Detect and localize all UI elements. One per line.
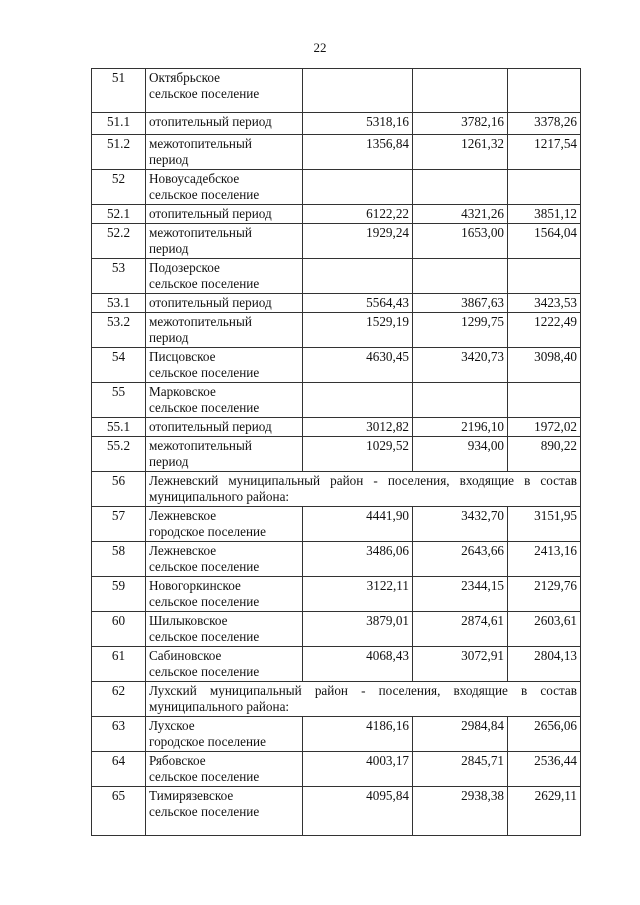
row-name-cell (146, 647, 303, 682)
settlement-name: Лежневское сельское поселение (149, 543, 260, 574)
table-row (92, 170, 581, 205)
table-row (92, 313, 581, 348)
table-row (92, 69, 581, 113)
table-row (92, 717, 581, 752)
row-number: 62 (92, 682, 146, 717)
value-cell-2: 934,00 (413, 437, 508, 472)
row-number: 58 (92, 542, 146, 577)
row-number: 53.2 (92, 313, 146, 348)
row-number: 60 (92, 612, 146, 647)
row-name-cell (146, 313, 303, 348)
row-name-cell (146, 612, 303, 647)
settlement-name: отопительный период (149, 295, 272, 310)
table-row (92, 205, 581, 224)
value-cell-3: 2804,13 (508, 647, 581, 682)
value-cell-2 (413, 383, 508, 418)
value-cell-3: 2656,06 (508, 717, 581, 752)
row-name-cell (146, 418, 303, 437)
value-cell-2: 2344,15 (413, 577, 508, 612)
value-cell-1: 5564,43 (303, 294, 413, 313)
table-row (92, 647, 581, 682)
value-cell-3 (508, 170, 581, 205)
value-cell-3: 1222,49 (508, 313, 581, 348)
table-row (92, 294, 581, 313)
value-cell-3: 1217,54 (508, 135, 581, 170)
table-row (92, 437, 581, 472)
settlement-name: отопительный период (149, 114, 272, 129)
table-body (92, 69, 581, 836)
settlement-name: межотопительный период (149, 225, 252, 256)
value-cell-2 (413, 259, 508, 294)
row-name-cell (146, 752, 303, 787)
settlement-name: Подозерское сельское поселение (149, 260, 260, 291)
settlement-name: Шилыковское сельское поселение (149, 613, 260, 644)
value-cell-3: 2603,61 (508, 612, 581, 647)
table-row (92, 113, 581, 135)
table-row (92, 752, 581, 787)
value-cell-3: 2629,11 (508, 787, 581, 836)
value-cell-3: 1972,02 (508, 418, 581, 437)
row-name-cell (146, 170, 303, 205)
row-name-cell (146, 205, 303, 224)
value-cell-1 (303, 69, 413, 113)
settlement-name: Октябрьское сельское поселение (149, 70, 260, 101)
settlement-name: Марковское сельское поселение (149, 384, 260, 415)
value-cell-3: 3423,53 (508, 294, 581, 313)
settlement-name: отопительный период (149, 419, 272, 434)
table-row (92, 383, 581, 418)
row-number: 55 (92, 383, 146, 418)
table-row (92, 577, 581, 612)
settlement-name: Рябовское сельское поселение (149, 753, 260, 784)
row-name-cell (146, 577, 303, 612)
value-cell-2: 2643,66 (413, 542, 508, 577)
value-cell-3 (508, 383, 581, 418)
row-number: 52.2 (92, 224, 146, 259)
row-number: 57 (92, 507, 146, 542)
row-number: 53.1 (92, 294, 146, 313)
value-cell-2: 1261,32 (413, 135, 508, 170)
value-cell-1: 6122,22 (303, 205, 413, 224)
table-row (92, 259, 581, 294)
table-row (92, 507, 581, 542)
value-cell-2: 1653,00 (413, 224, 508, 259)
value-cell-1: 5318,16 (303, 113, 413, 135)
row-name-cell (146, 717, 303, 752)
row-name-cell (146, 294, 303, 313)
row-name-cell (146, 135, 303, 170)
value-cell-1: 3122,11 (303, 577, 413, 612)
value-cell-1: 4003,17 (303, 752, 413, 787)
value-cell-2: 2938,38 (413, 787, 508, 836)
row-number: 63 (92, 717, 146, 752)
row-number: 64 (92, 752, 146, 787)
value-cell-1: 3879,01 (303, 612, 413, 647)
row-number: 59 (92, 577, 146, 612)
value-cell-2: 4321,26 (413, 205, 508, 224)
row-number: 52 (92, 170, 146, 205)
row-number: 56 (92, 472, 146, 507)
table-row (92, 682, 581, 717)
value-cell-1 (303, 259, 413, 294)
settlement-name: отопительный период (149, 206, 272, 221)
table-row (92, 418, 581, 437)
value-cell-2 (413, 170, 508, 205)
value-cell-2: 2845,71 (413, 752, 508, 787)
row-name-cell (146, 259, 303, 294)
value-cell-1: 3012,82 (303, 418, 413, 437)
value-cell-1: 4068,43 (303, 647, 413, 682)
settlement-name: межотопительный период (149, 136, 252, 167)
settlement-name: Сабиновское сельское поселение (149, 648, 260, 679)
value-cell-3: 2129,76 (508, 577, 581, 612)
row-number: 65 (92, 787, 146, 836)
value-cell-3: 890,22 (508, 437, 581, 472)
value-cell-3: 3378,26 (508, 113, 581, 135)
value-cell-1: 4441,90 (303, 507, 413, 542)
row-number: 51 (92, 69, 146, 113)
value-cell-3 (508, 259, 581, 294)
value-cell-1: 4630,45 (303, 348, 413, 383)
table-row (92, 224, 581, 259)
district-heading: Лухский муниципальный район - поселения, входящие в состав муниципального района: (146, 682, 581, 717)
value-cell-2: 2196,10 (413, 418, 508, 437)
settlement-name: Лежневское городское поселение (149, 508, 266, 539)
settlement-name: Тимирязевское сельское поселение (149, 788, 260, 819)
value-cell-2: 3782,16 (413, 113, 508, 135)
value-cell-1: 1929,24 (303, 224, 413, 259)
row-name-cell (146, 113, 303, 135)
settlement-name: межотопительный период (149, 314, 252, 345)
value-cell-2: 2984,84 (413, 717, 508, 752)
value-cell-2 (413, 69, 508, 113)
table-row (92, 787, 581, 836)
row-name-cell (146, 224, 303, 259)
value-cell-3: 3151,95 (508, 507, 581, 542)
value-cell-3: 1564,04 (508, 224, 581, 259)
row-number: 55.1 (92, 418, 146, 437)
row-number: 55.2 (92, 437, 146, 472)
value-cell-1 (303, 170, 413, 205)
table-row (92, 348, 581, 383)
value-cell-2: 3072,91 (413, 647, 508, 682)
settlement-name: Новогоркинское сельское поселение (149, 578, 260, 609)
settlement-name: Лухское городское поселение (149, 718, 266, 749)
value-cell-1: 4186,16 (303, 717, 413, 752)
value-cell-1: 1029,52 (303, 437, 413, 472)
row-name-cell (146, 507, 303, 542)
value-cell-3: 3851,12 (508, 205, 581, 224)
value-cell-1: 4095,84 (303, 787, 413, 836)
settlement-name: Писцовское сельское поселение (149, 349, 260, 380)
row-number: 61 (92, 647, 146, 682)
settlement-name: Новоусадебское сельское поселение (149, 171, 260, 202)
row-name-cell (146, 437, 303, 472)
value-cell-1 (303, 383, 413, 418)
row-name-cell (146, 348, 303, 383)
table-row (92, 612, 581, 647)
value-cell-2: 2874,61 (413, 612, 508, 647)
tariff-table (91, 68, 581, 836)
row-name-cell (146, 69, 303, 113)
table-row (92, 542, 581, 577)
value-cell-2: 3420,73 (413, 348, 508, 383)
value-cell-3: 3098,40 (508, 348, 581, 383)
row-number: 51.1 (92, 113, 146, 135)
settlement-name: межотопительный период (149, 438, 252, 469)
page-number: 22 (313, 40, 327, 55)
row-number: 52.1 (92, 205, 146, 224)
value-cell-3: 2536,44 (508, 752, 581, 787)
row-name-cell (146, 787, 303, 836)
table-row (92, 472, 581, 507)
value-cell-2: 3432,70 (413, 507, 508, 542)
value-cell-1: 1529,19 (303, 313, 413, 348)
row-name-cell (146, 542, 303, 577)
row-number: 54 (92, 348, 146, 383)
row-number: 51.2 (92, 135, 146, 170)
value-cell-2: 3867,63 (413, 294, 508, 313)
row-number: 53 (92, 259, 146, 294)
value-cell-1: 3486,06 (303, 542, 413, 577)
table-row (92, 135, 581, 170)
district-heading: Лежневский муниципальный район - поселения, входящие в состав муниципального района: (146, 472, 581, 507)
value-cell-1: 1356,84 (303, 135, 413, 170)
value-cell-3: 2413,16 (508, 542, 581, 577)
value-cell-2: 1299,75 (413, 313, 508, 348)
value-cell-3 (508, 69, 581, 113)
row-name-cell (146, 383, 303, 418)
